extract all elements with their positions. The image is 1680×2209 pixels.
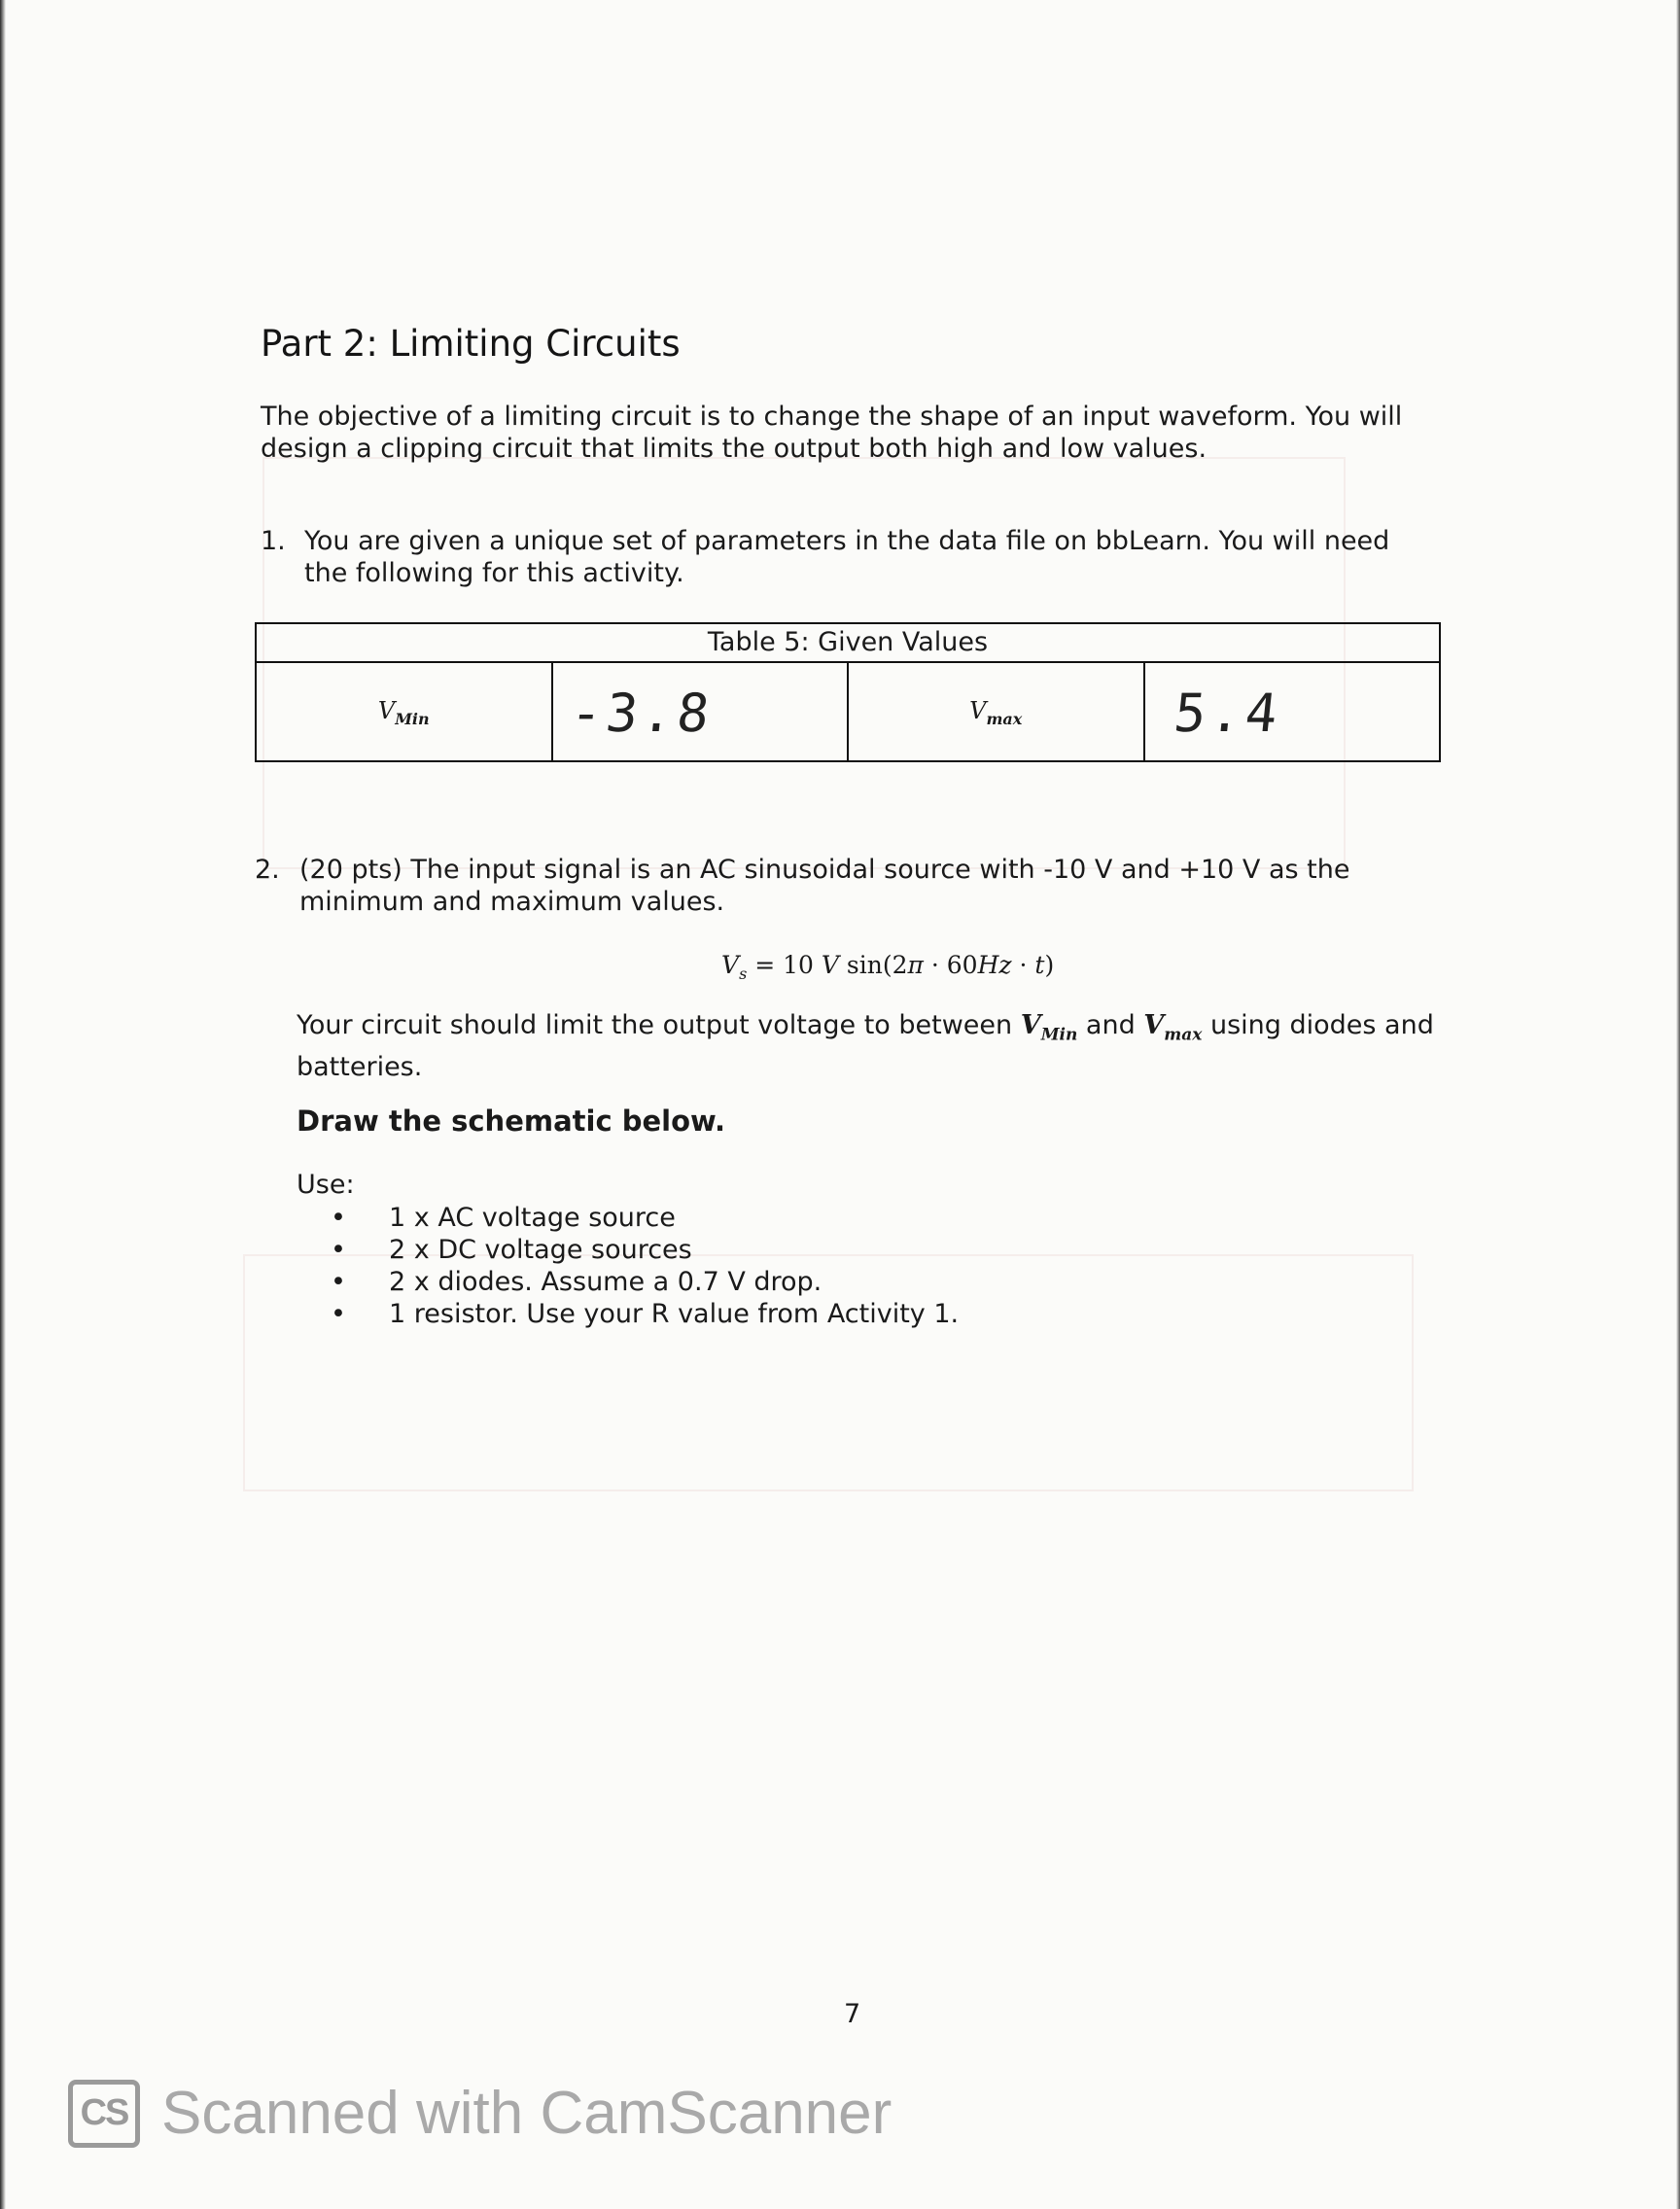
vmax-inline: $V_{max}$ — [1143, 1010, 1203, 1045]
vmax-label-cell — [849, 663, 1145, 762]
use-label: Use: — [297, 1170, 355, 1200]
list-item: • 1 x AC voltage source — [331, 1202, 959, 1234]
question-1-number: 1. — [261, 526, 286, 556]
camscanner-watermark — [68, 2079, 892, 2148]
question-1-text: You are given a unique set of parameters in the data file on bbLearn. You will need the following for this activity. — [304, 526, 1390, 588]
watermark-text: Scanned with CamScanner — [161, 2080, 892, 2147]
question-2 — [255, 854, 1441, 918]
vmin-handwritten-value: -3.8 — [567, 683, 716, 744]
component-list — [331, 1202, 959, 1330]
vmax-value-cell[interactable] — [1145, 663, 1440, 762]
list-item: • 2 x diodes. Assume a 0.7 V drop. — [331, 1266, 959, 1298]
page-title: Part 2: Limiting Circuits — [261, 323, 681, 365]
question-1 — [261, 525, 1437, 589]
page-number: 7 — [844, 1999, 861, 2029]
vmin-label-cell — [257, 663, 553, 762]
camscanner-logo-icon: CS — [68, 2080, 140, 2148]
given-values-table — [255, 622, 1441, 762]
intro-paragraph: The objective of a limiting circuit is to change the shape of an input waveform. You will design a clipping circuit that limits the output both high and low values. — [261, 402, 1403, 464]
vmin-value-cell[interactable] — [553, 663, 850, 762]
draw-schematic-heading: Draw the schematic below. — [297, 1104, 725, 1138]
vmin-label: $V_{Min}$ — [377, 697, 430, 728]
table-caption: Table 5: Given Values — [257, 624, 1439, 663]
list-item: • 1 resistor. Use your R value from Activity 1. — [331, 1298, 959, 1330]
vmax-handwritten-value: 5.4 — [1171, 683, 1284, 744]
table-row — [257, 663, 1439, 762]
question-2-number: 2. — [255, 855, 280, 885]
limit-instructions: Your circuit should limit the output voltage to between $V_{Min}$ and $V_{max}$ using diodes and batteries. — [297, 1010, 1434, 1083]
question-2-text: (20 pts) The input signal is an AC sinusoidal source with -10 V and +10 V as the minimum and maximum values. — [299, 855, 1350, 917]
vmin-inline: $V_{Min}$ — [1020, 1010, 1078, 1045]
vmax-label: $V_{max}$ — [969, 697, 1023, 728]
source-equation: $V_s = 10$ V sin(2π · 60Hz · t) — [721, 951, 1055, 983]
list-item: • 2 x DC voltage sources — [331, 1234, 959, 1266]
